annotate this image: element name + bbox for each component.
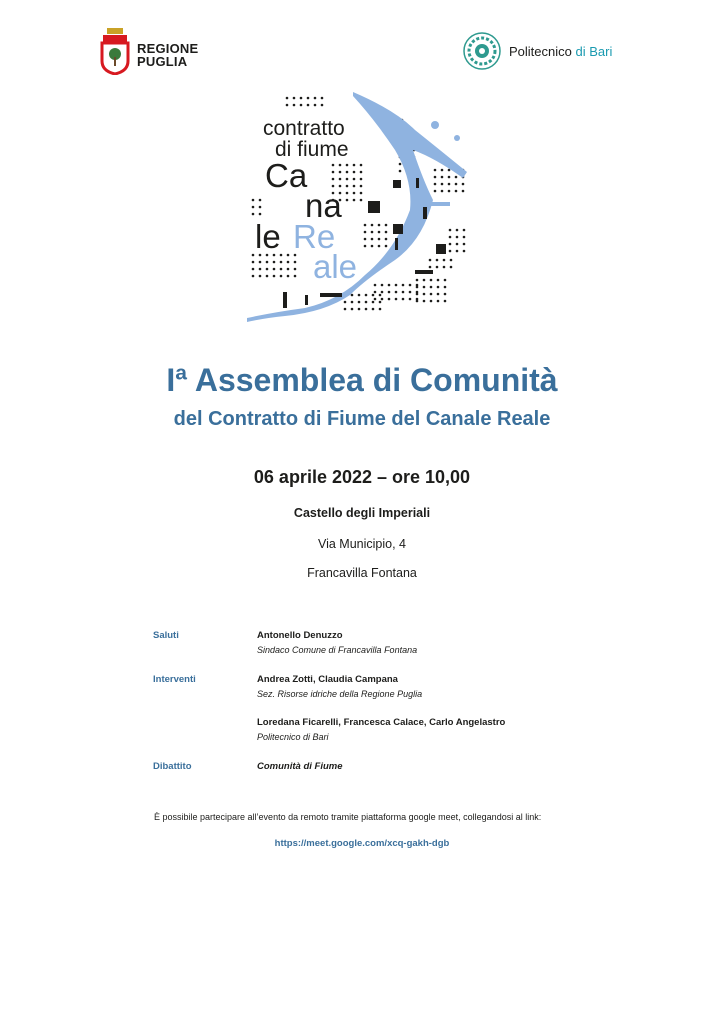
grid-dot [360, 185, 363, 188]
grid-dot [346, 164, 349, 167]
grid-dot [444, 279, 447, 282]
grid-dot [344, 301, 347, 304]
program-label-saluti: Saluti [153, 630, 179, 641]
grid-dot [358, 294, 361, 297]
regione-puglia-logo [100, 27, 210, 77]
grid-dot [353, 164, 356, 167]
grid-dot [429, 259, 432, 262]
grid-dot [430, 286, 433, 289]
grid-dot [430, 279, 433, 282]
grid-dot [321, 97, 324, 100]
grid-dot [395, 298, 398, 301]
grid-dot [346, 171, 349, 174]
grid-dot [353, 178, 356, 181]
grid-dot [287, 275, 290, 278]
grid-dot [339, 178, 342, 181]
grid-dot [374, 298, 377, 301]
black-bar [283, 292, 287, 308]
grid-dot [372, 301, 375, 304]
grid-dot [259, 206, 262, 209]
grid-dot [441, 183, 444, 186]
grid-dot [416, 286, 419, 289]
grid-dot [287, 261, 290, 264]
grid-dot [351, 294, 354, 297]
grid-dot [402, 298, 405, 301]
event-date-time: 06 aprile 2022 – ore 10,00 [253, 467, 471, 487]
grid-dot [378, 224, 381, 227]
saluti-speaker-name: Antonello Denuzzo [257, 630, 343, 641]
artwork-line2: di fiume [275, 138, 349, 161]
grid-dot [353, 185, 356, 188]
grid-dot [448, 176, 451, 179]
grid-dot [360, 192, 363, 195]
grid-dot [287, 268, 290, 271]
grid-dot [360, 178, 363, 181]
grid-dot [423, 293, 426, 296]
black-square [393, 224, 403, 234]
grid-dot [449, 229, 452, 232]
grid-dot [443, 259, 446, 262]
artwork-svg [245, 90, 480, 328]
black-bar [415, 270, 433, 274]
grid-dot [378, 238, 381, 241]
black-bar [305, 295, 308, 305]
grid-dot [450, 266, 453, 269]
program-label-dibattito: Dibattito [153, 761, 192, 772]
grid-dot [314, 104, 317, 107]
interventi-speaker-role: Politecnico di Bari [257, 732, 329, 742]
grid-dot [294, 261, 297, 264]
grid-dot [462, 183, 465, 186]
river-islet [454, 135, 460, 141]
interventi-speaker-name: Loredana Ficarelli, Francesca Calace, Carlo Angelastro [257, 717, 506, 728]
grid-dot [332, 178, 335, 181]
grid-dot [444, 286, 447, 289]
grid-dot [437, 300, 440, 303]
grid-dot [332, 164, 335, 167]
grid-dot [449, 236, 452, 239]
grid-dot [286, 104, 289, 107]
grid-dot [402, 291, 405, 294]
grid-dot [293, 97, 296, 100]
grid-dot [388, 291, 391, 294]
grid-dot [444, 300, 447, 303]
grid-dot [307, 97, 310, 100]
grid-dot [379, 308, 382, 311]
grid-dot [379, 301, 382, 304]
artwork-word-re: Re [293, 218, 336, 255]
black-bar [423, 207, 427, 219]
grid-dot [339, 171, 342, 174]
artwork-word-ale: ale [313, 248, 358, 285]
grid-dot [434, 183, 437, 186]
grid-dot [280, 261, 283, 264]
grid-dot [450, 259, 453, 262]
grid-dot [346, 178, 349, 181]
black-bar [320, 293, 342, 297]
google-meet-link[interactable]: https://meet.google.com/xcq-gakh-dgb [274, 838, 450, 849]
grid-dot [353, 171, 356, 174]
program-label-interventi: Interventi [153, 674, 196, 685]
grid-dot [399, 170, 402, 173]
grid-dot [385, 231, 388, 234]
grid-dot [252, 199, 255, 202]
grid-dot [441, 169, 444, 172]
grid-dot [463, 243, 466, 246]
grid-dot [456, 243, 459, 246]
grid-dot [448, 183, 451, 186]
grid-dot [266, 261, 269, 264]
grid-dot [379, 294, 382, 297]
grid-dot [449, 250, 452, 253]
grid-dot [280, 275, 283, 278]
grid-dot [437, 293, 440, 296]
grid-dot [321, 104, 324, 107]
event-subtitle: del Contratto di Fiume del Canale Reale [173, 408, 551, 430]
grid-dot [423, 279, 426, 282]
grid-dot [252, 268, 255, 271]
regione-puglia-shield-icon [100, 27, 130, 75]
grid-dot [360, 171, 363, 174]
grid-dot [364, 238, 367, 241]
grid-dot [436, 266, 439, 269]
grid-dot [259, 275, 262, 278]
grid-dot [259, 268, 262, 271]
grid-dot [456, 229, 459, 232]
grid-dot [266, 275, 269, 278]
grid-dot [346, 192, 349, 195]
grid-dot [371, 245, 374, 248]
grid-dot [259, 261, 262, 264]
grid-dot [463, 236, 466, 239]
grid-dot [358, 308, 361, 311]
grid-dot [293, 104, 296, 107]
grid-dot [252, 206, 255, 209]
grid-dot [374, 284, 377, 287]
grid-dot [434, 190, 437, 193]
grid-dot [378, 245, 381, 248]
grid-dot [456, 236, 459, 239]
grid-dot [409, 298, 412, 301]
grid-dot [371, 224, 374, 227]
grid-dot [339, 164, 342, 167]
grid-dot [346, 185, 349, 188]
black-square [368, 201, 380, 213]
grid-dot [252, 213, 255, 216]
grid-dot [374, 291, 377, 294]
grid-dot [463, 229, 466, 232]
grid-dot [344, 308, 347, 311]
grid-dot [381, 284, 384, 287]
grid-dot [365, 301, 368, 304]
black-square [436, 244, 446, 254]
grid-dot [364, 245, 367, 248]
grid-dot [259, 199, 262, 202]
grid-dot [388, 284, 391, 287]
river-islet [431, 121, 439, 129]
grid-dot [365, 308, 368, 311]
artwork-word-ca: Ca [265, 157, 308, 194]
grid-dot [346, 199, 349, 202]
grid-dot [381, 291, 384, 294]
grid-dot [252, 275, 255, 278]
grid-dot [455, 190, 458, 193]
black-bar [395, 238, 398, 250]
grid-dot [332, 171, 335, 174]
grid-dot [437, 286, 440, 289]
grid-dot [314, 97, 317, 100]
grid-dot [252, 261, 255, 264]
remote-participation-note: È possibile partecipare all’evento da remoto tramite piattaforma google meet, collegandosi al link: [154, 812, 542, 822]
event-venue: Castello degli Imperiali [293, 506, 431, 520]
grid-dot [360, 164, 363, 167]
grid-dot [286, 97, 289, 100]
grid-dot [416, 279, 419, 282]
grid-dot [423, 286, 426, 289]
grid-dot [395, 284, 398, 287]
politecnico-wordmark: Politecnico di Bari [509, 44, 613, 59]
grid-dot [456, 250, 459, 253]
grid-dot [266, 268, 269, 271]
grid-dot [430, 293, 433, 296]
contratto-di-fiume-artwork [245, 90, 480, 328]
grid-dot [351, 301, 354, 304]
grid-dot [385, 238, 388, 241]
interventi-speaker-name: Andrea Zotti, Claudia Campana [257, 674, 398, 685]
grid-dot [294, 275, 297, 278]
saluti-speaker-role: Sindaco Comune di Francavilla Fontana [257, 645, 418, 655]
grid-dot [372, 308, 375, 311]
grid-dot [385, 224, 388, 227]
grid-dot [399, 163, 402, 166]
grid-dot [429, 266, 432, 269]
black-square [393, 180, 401, 188]
grid-dot [353, 199, 356, 202]
grid-dot [371, 231, 374, 234]
interventi-speaker-role: Sez. Risorse idriche della Regione Puglia [257, 689, 423, 699]
river-dash [430, 202, 450, 206]
grid-dot [388, 298, 391, 301]
artwork-word-le: le [255, 218, 281, 255]
grid-dot [365, 294, 368, 297]
grid-dot [409, 284, 412, 287]
grid-dot [294, 268, 297, 271]
grid-dot [287, 254, 290, 257]
grid-dot [430, 300, 433, 303]
grid-dot [307, 104, 310, 107]
grid-dot [436, 259, 439, 262]
grid-dot [395, 291, 398, 294]
grid-dot [434, 169, 437, 172]
grid-dot [455, 183, 458, 186]
politecnico-gear-icon [462, 31, 502, 71]
grid-dot [448, 190, 451, 193]
grid-dot [423, 300, 426, 303]
grid-dot [372, 294, 375, 297]
event-street: Via Municipio, 4 [317, 537, 406, 551]
grid-dot [409, 291, 412, 294]
grid-dot [351, 308, 354, 311]
artwork-line1: contratto [263, 117, 345, 140]
grid-dot [441, 190, 444, 193]
regione-puglia-wordmark: REGIONE PUGLIA [137, 41, 199, 69]
grid-dot [353, 192, 356, 195]
grid-dot [402, 284, 405, 287]
grid-dot [358, 301, 361, 304]
grid-dot [378, 231, 381, 234]
grid-dot [252, 254, 255, 257]
grid-dot [385, 245, 388, 248]
grid-dot [416, 293, 419, 296]
grid-dot [360, 199, 363, 202]
grid-dot [273, 268, 276, 271]
grid-dot [273, 275, 276, 278]
grid-dot [300, 97, 303, 100]
grid-dot [441, 176, 444, 179]
grid-dot [381, 298, 384, 301]
grid-dot [273, 261, 276, 264]
grid-dot [449, 243, 452, 246]
grid-dot [437, 279, 440, 282]
grid-dot [364, 224, 367, 227]
grid-dot [443, 266, 446, 269]
grid-dot [259, 213, 262, 216]
artwork-word-na: na [305, 187, 342, 224]
grid-dot [300, 104, 303, 107]
grid-dot [444, 293, 447, 296]
grid-dot [434, 176, 437, 179]
politecnico-bari-logo [462, 31, 632, 75]
grid-dot [463, 250, 466, 253]
grid-dot [364, 231, 367, 234]
grid-dot [280, 268, 283, 271]
event-title: Iª Assemblea di Comunità [166, 362, 558, 398]
black-bar [416, 178, 419, 188]
grid-dot [462, 190, 465, 193]
event-city: Francavilla Fontana [307, 566, 417, 580]
grid-dot [416, 300, 419, 303]
grid-dot [371, 238, 374, 241]
dibattito-topic: Comunità di Fiume [257, 761, 343, 772]
grid-dot [455, 176, 458, 179]
